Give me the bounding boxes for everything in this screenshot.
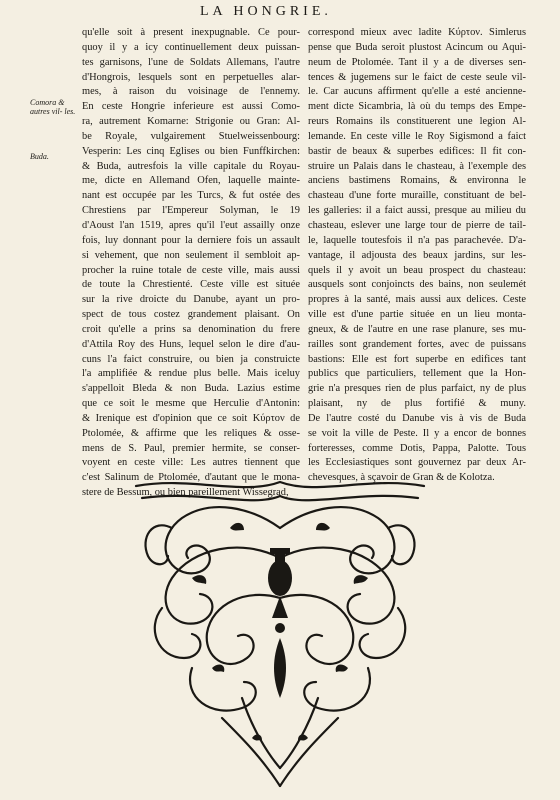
text-line: railles sont grandement fortes, avec de puissans (308, 338, 526, 350)
text-line: ment dicte Sicambria, là où du temps des Empe- (308, 101, 526, 113)
text-line: d'Attila Roy des Huns, lequel selon le dire d'au- (82, 338, 300, 350)
text-line: se voit la ville de Peste. Il y a encor de bonnes (308, 427, 526, 439)
text-line: que ce soit le mesme que Herculie d'Antonin: (82, 398, 300, 410)
text-line: bastir de beaux & superbes edifices: Il fit con- (308, 145, 526, 157)
text-line: grie n'a presques rien de plus parfaict, ny de plus (308, 383, 526, 395)
text-line: qu'elle soit à present inexpugnable. Ce pour- (82, 27, 300, 38)
text-line: bastions: Elle est fort superbe en edifices tant (308, 353, 526, 365)
text-line: l'a amplifiée & rendue plus belle. Mais iceluy (82, 368, 300, 380)
text-line: pense que Buda seroit plustost Acincum ou Aqui- (308, 41, 526, 53)
text-line: les Ecclesiastiques sont gouvernez par deux Ar- (308, 457, 526, 469)
text-line: quels il y avoit un beau prospect du chasteau: (308, 264, 526, 276)
text-line: me, dicte en Allemand Ofen, laquelle mainte- (82, 175, 300, 187)
text-line: d'Aoust l'an 1519, apres qu'il l'eut assailly onze (82, 219, 300, 231)
text-line: ausquels sont conjoincts des bains, non seulemét (308, 279, 526, 291)
text-line: Ptolomée, & affirme que les reliques & osse- (82, 427, 300, 439)
text-line: struire un Palais dans le chasteau, à l'exemple des (308, 160, 526, 172)
text-line: vantage, il adjousta des beaux jardins, sur les- (308, 249, 526, 261)
text-line: cuns l'a faict construire, ou bien ja construicte (82, 353, 300, 365)
text-line: correspond mieux avec ladite Κύρτον. Simlerus (308, 27, 526, 38)
text-line: reurs Romains ils constituerent une legion Al- (308, 116, 526, 128)
text-line: sur la rive droicte du Danube, ayant un pro- (82, 294, 300, 306)
text-line: mens de S. Paul, premier hermite, se conser- (82, 442, 300, 454)
text-line: Vesperin: Les cinq Eglises ou bien Funffkirchen: (82, 145, 300, 157)
text-line: propres à la santé, mais aussi aux delices. Ceste (308, 294, 526, 306)
text-line: les galleries: il a faict aussi, presque au milieu du (308, 205, 526, 217)
right-text-column (308, 26, 526, 486)
text-line: De l'autre costé du Danube vis à vis de Buda (308, 412, 526, 424)
text-line: nant est occupée par les Turcs, & fut ostée des (82, 190, 300, 202)
text-line: ville est d'une partie située en un lieu monta- (308, 309, 526, 321)
text-line: publics que particuliers, tellement que la Hon- (308, 368, 526, 380)
text-line: Chrestiens par l'Empereur Solyman, le 19 (82, 205, 300, 217)
margin-note-buda: Buda. (30, 152, 49, 161)
left-text-column (82, 26, 300, 501)
text-line: & Irenique est d'opinion que ce soit Κύρτον de (82, 412, 300, 424)
text-line: fois, luy donnant pour la derniere fois un assault (82, 234, 300, 246)
text-line: c'est Salinum de Ptolomée, d'autant que le mona- (82, 472, 300, 484)
text-line: chevesques, à sçavoir de Gran & de Kolotza. (308, 472, 495, 484)
text-line: d'Hongrois, lesquels sont en perpetuelles alar- (82, 71, 300, 83)
text-line: stere de Bessum, ou bien pareillement Wissegrad, (82, 487, 289, 499)
text-line: s'appelloit Bleda & non Buda. Lazius estime (82, 383, 300, 395)
text-line: anciens bastimens Romains, & environna le (308, 175, 526, 187)
text-line: neum de Ptolomée. Tant il y a de diverses sen- (308, 56, 526, 68)
text-line: lemande. En ceste ville le Roy Sigismond a faict (308, 130, 526, 142)
text-line: plaisant, ny de plus fortifié & muny. (308, 398, 526, 410)
running-title: LA HONGRIE. (200, 4, 332, 19)
text-line: mes, à raison du voisinage de l'ennemy. (82, 86, 300, 98)
text-line: chasteau, eslever une large tour de pierre de tail- (308, 219, 526, 231)
text-line: be Royale, vulgairement Stuelweissenbourg: (82, 130, 300, 142)
text-line: quoy il y a icy continuellement deux puissan- (82, 41, 300, 53)
text-line: & Buda, autresfois la ville capitale du Royau- (82, 160, 300, 172)
text-line: tes garnisons, l'une de Soldats Allemans, l'autre (82, 56, 300, 68)
text-line: voyent en ceste ville: Les autres tiennent que (82, 457, 300, 469)
text-line: croit qu'elle a prins sa denomination du frere (82, 323, 300, 335)
text-line: de toute la Chrestienté. Ceste ville est située (82, 279, 300, 291)
text-line: chasteau d'une forte muraille, constituant de bel- (308, 190, 526, 202)
text-line: gneux, & de l'autre en une rase planure, ses mu- (308, 323, 526, 335)
text-line: spect de tous costez grandement plaisant. On (82, 309, 300, 321)
text-line: tences & jugemens sur le faict de ceste seule vil- (308, 71, 526, 83)
text-line: ra, autrement Komarne: Strigonie ou Gran: Al- (82, 116, 300, 128)
text-line: En ceste Hongrie inferieure est aussi Como- (82, 101, 300, 113)
ornament-tailpiece-icon (132, 468, 428, 790)
margin-note-comora: Comora & autres vil- les. (30, 98, 76, 116)
text-line: procher la ruine totale de ceste ville, mais aussi (82, 264, 300, 276)
text-line: forteresses, comme Dotis, Pappa, Palotte. Tous (308, 442, 526, 454)
text-line: le, laquelle toutesfois il n'a pas parachevée. D'a- (308, 234, 526, 246)
text-line: si vehement, que non seulement il sembloit ap- (82, 249, 300, 261)
text-line: le. Car aucuns affirment qu'elle a esté ancienne- (308, 86, 526, 98)
